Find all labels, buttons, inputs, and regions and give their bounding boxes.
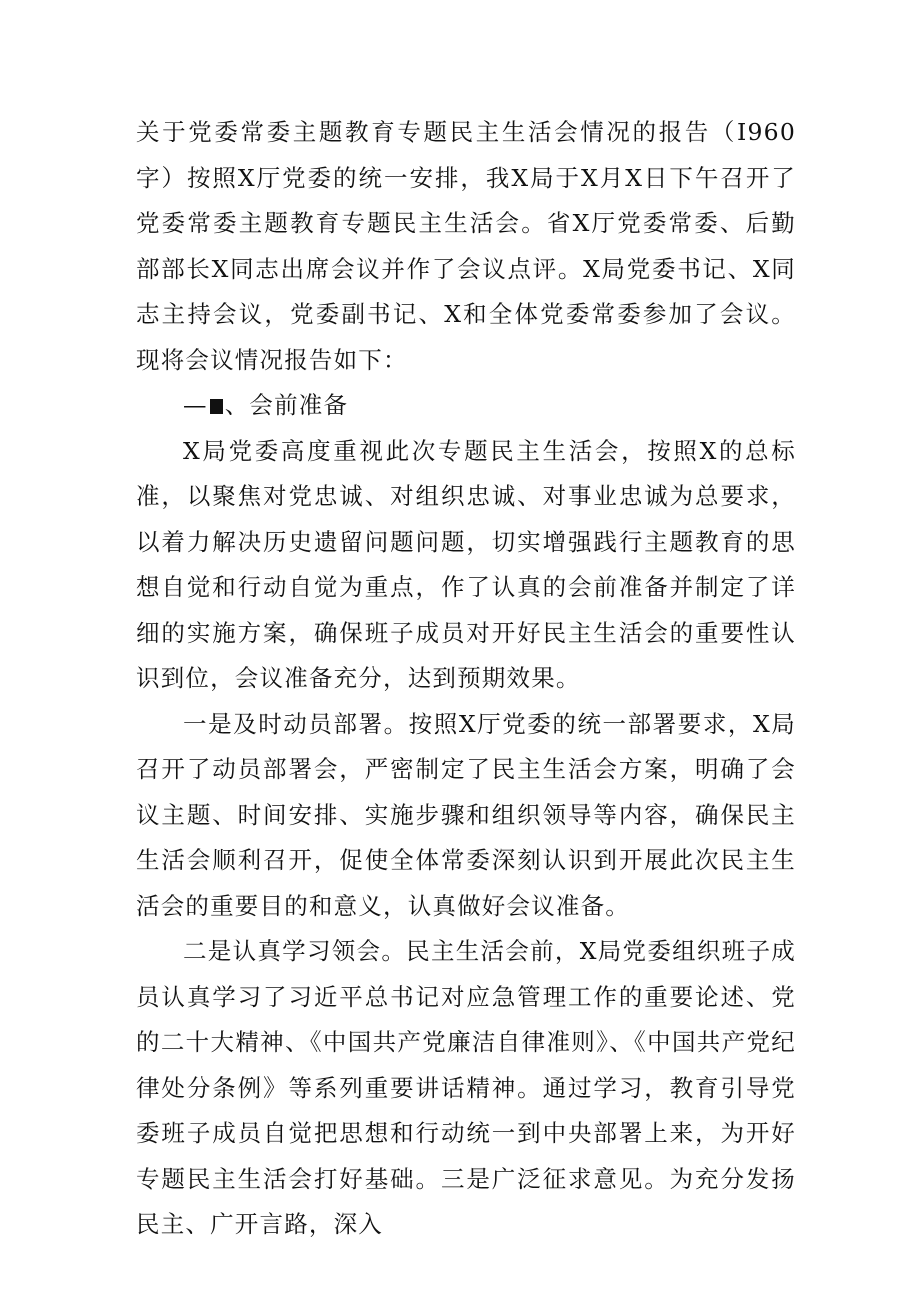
heading-dash: — xyxy=(183,391,208,419)
document-body xyxy=(136,110,796,1248)
intro-paragraph: 关于党委常委主题教育专题民主生活会情况的报告（I960字）按照X厅党委的统一安排，我X局于X月X日下午召开了党委常委主题教育专题民主生活会。省X厅党委常委、后勤部部长X同志出席会议并作了会议点评。X局党委书记、X同志主持会议，党委副书记、X和全体党委常委参加了会议。现将会议情况报告如下： xyxy=(136,118,796,374)
body-paragraph-study: 二是认真学习领会。民主生活会前，X局党委组织班子成员认真学习了习近平总书记对应急管理工作的重要论述、党的二十大精神、《中国共产党廉洁自律准则》、《中国共产党纪律处分条例》等系列重要讲话精神。通过学习，教育引导党委班子成员自觉把思想和行动统一到中央部署上来，为开好专题民主生活会打好基础。三是广泛征求意见。为充分发扬民主、广开言路，深入 xyxy=(136,937,796,1238)
black-square-icon xyxy=(210,399,223,414)
body-paragraph-mobilization: 一是及时动员部署。按照X厅党委的统一部署要求，X局召开了动员部署会，严密制定了民主生活会方案，明确了会议主题、时间安排、实施步骤和组织领导等内容，确保民主生活会顺利召开，促使全体常委深刻认识到开展此次民主生活会的重要目的和意义，认真做好会议准备。 xyxy=(136,709,796,920)
section-heading xyxy=(136,383,796,429)
heading-text: 、会前准备 xyxy=(224,391,349,419)
body-paragraph-overview: X局党委高度重视此次专题民主生活会，按照X的总标准，以聚焦对党忠诚、对组织忠诚、对事业忠诚为总要求，以着力解决历史遗留问题问题，切实增强践行主题教育的思想自觉和行动自觉为重点，作了认真的会前准备并制定了详细的实施方案，确保班子成员对开好民主生活会的重要性认识到位，会议准备充分，达到预期效果。 xyxy=(136,436,796,692)
